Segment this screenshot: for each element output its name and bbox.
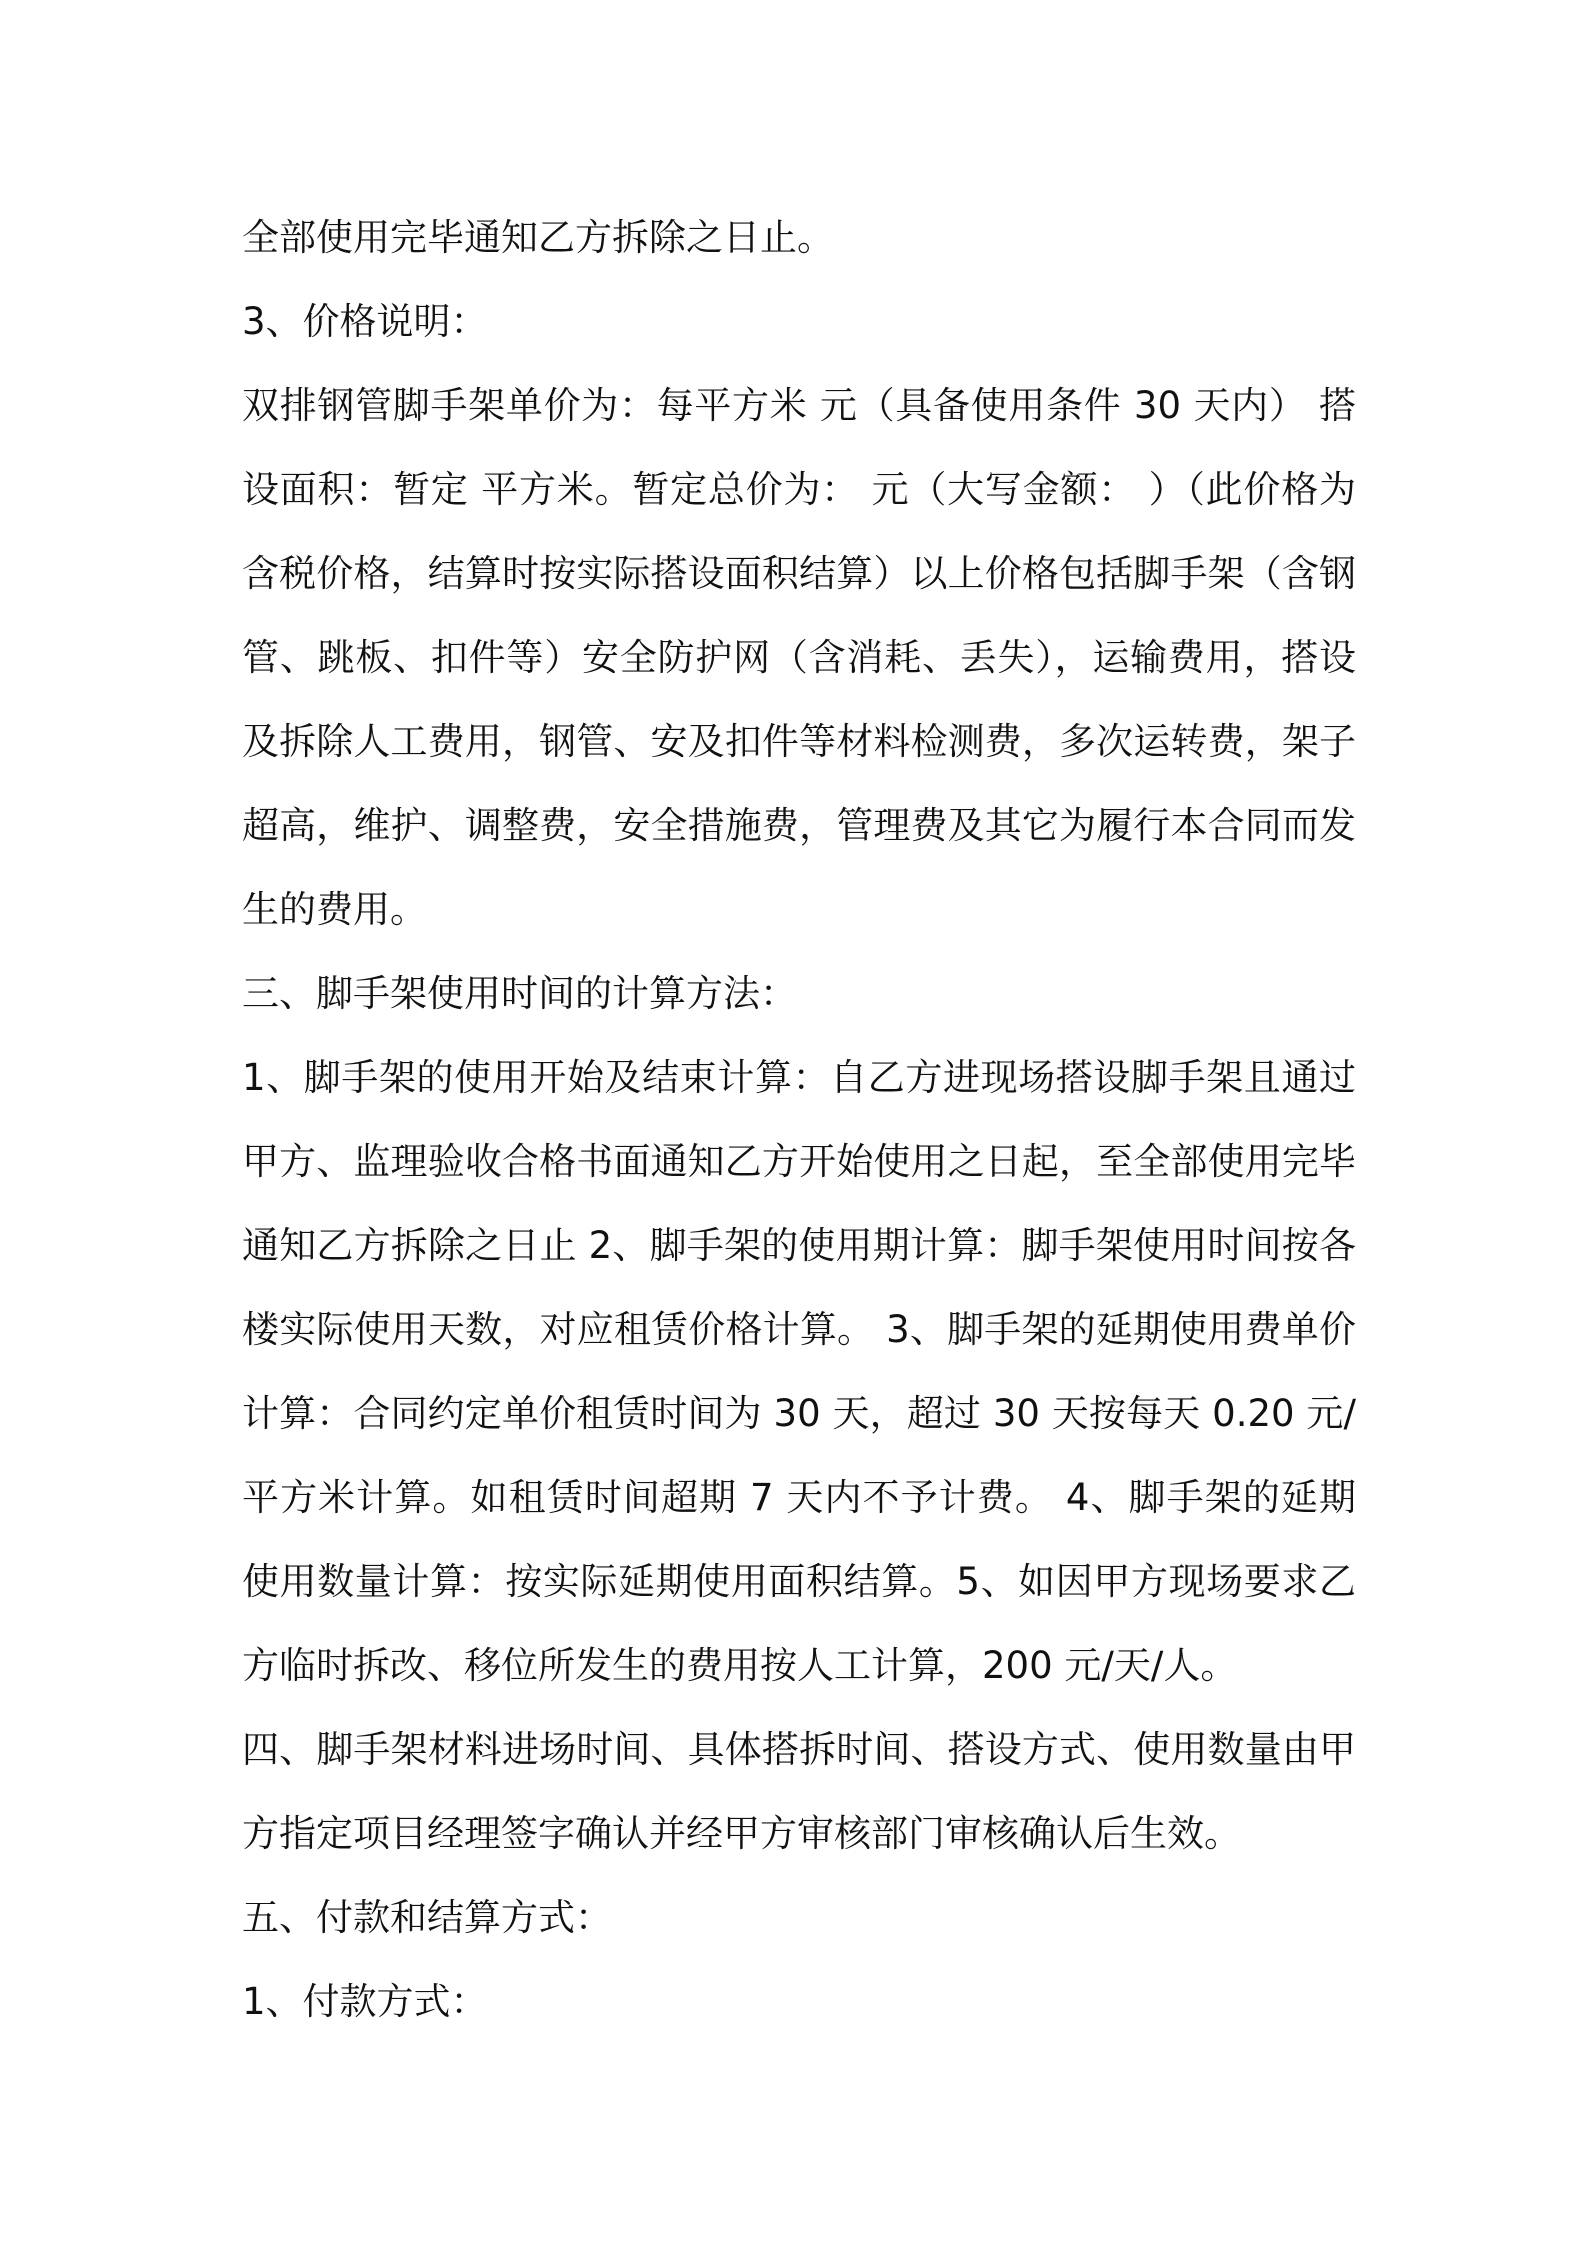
paragraph-line: 双排钢管脚手架单价为：每平方米 元（具备使用条件 30 天内） 搭 bbox=[242, 384, 1356, 427]
paragraph-line: 方指定项目经理签字确认并经甲方审核部门审核确认后生效。 bbox=[242, 1812, 1241, 1855]
paragraph-line: 含税价格，结算时按实际搭设面积结算）以上价格包括脚手架（含钢 bbox=[242, 552, 1356, 595]
paragraph-line: 超高，维护、调整费，安全措施费，管理费及其它为履行本合同而发 bbox=[242, 804, 1356, 847]
paragraph-line: 生的费用。 bbox=[242, 888, 427, 931]
section-heading: 五、付款和结算方式： bbox=[242, 1896, 612, 1939]
paragraph-line: 设面积：暂定 平方米。暂定总价为： 元（大写金额： ）（此价格为 bbox=[242, 468, 1356, 511]
paragraph-line: 四、脚手架材料进场时间、具体搭拆时间、搭设方式、使用数量由甲 bbox=[242, 1728, 1356, 1771]
paragraph-line: 平方米计算。如租赁时间超期 7 天内不予计费。 4、脚手架的延期 bbox=[242, 1476, 1356, 1519]
paragraph-line: 方临时拆改、移位所发生的费用按人工计算，200 元/天/人。 bbox=[242, 1644, 1238, 1687]
paragraph-line: 管、跳板、扣件等）安全防护网（含消耗、丢失），运输费用，搭设 bbox=[242, 636, 1356, 679]
paragraph-line: 及拆除人工费用，钢管、安及扣件等材料检测费，多次运转费，架子 bbox=[242, 720, 1356, 763]
section-heading: 三、脚手架使用时间的计算方法： bbox=[242, 972, 797, 1015]
paragraph-line: 使用数量计算：按实际延期使用面积结算。5、如因甲方现场要求乙 bbox=[242, 1560, 1356, 1603]
paragraph-line: 楼实际使用天数，对应租赁价格计算。 3、脚手架的延期使用费单价 bbox=[242, 1308, 1356, 1351]
document-body bbox=[242, 196, 1356, 2044]
paragraph-line: 通知乙方拆除之日止 2、脚手架的使用期计算：脚手架使用时间按各 bbox=[242, 1224, 1356, 1267]
section-heading: 3、价格说明： bbox=[242, 300, 488, 343]
paragraph-line: 全部使用完毕通知乙方拆除之日止。 bbox=[242, 216, 834, 259]
paragraph-line: 计算：合同约定单价租赁时间为 30 天，超过 30 天按每天 0.20 元/ bbox=[242, 1392, 1356, 1435]
subsection-heading: 1、付款方式： bbox=[242, 1980, 488, 2023]
paragraph-line: 甲方、监理验收合格书面通知乙方开始使用之日起，至全部使用完毕 bbox=[242, 1140, 1356, 1183]
paragraph-line: 1、脚手架的使用开始及结束计算：自乙方进现场搭设脚手架且通过 bbox=[242, 1056, 1356, 1099]
